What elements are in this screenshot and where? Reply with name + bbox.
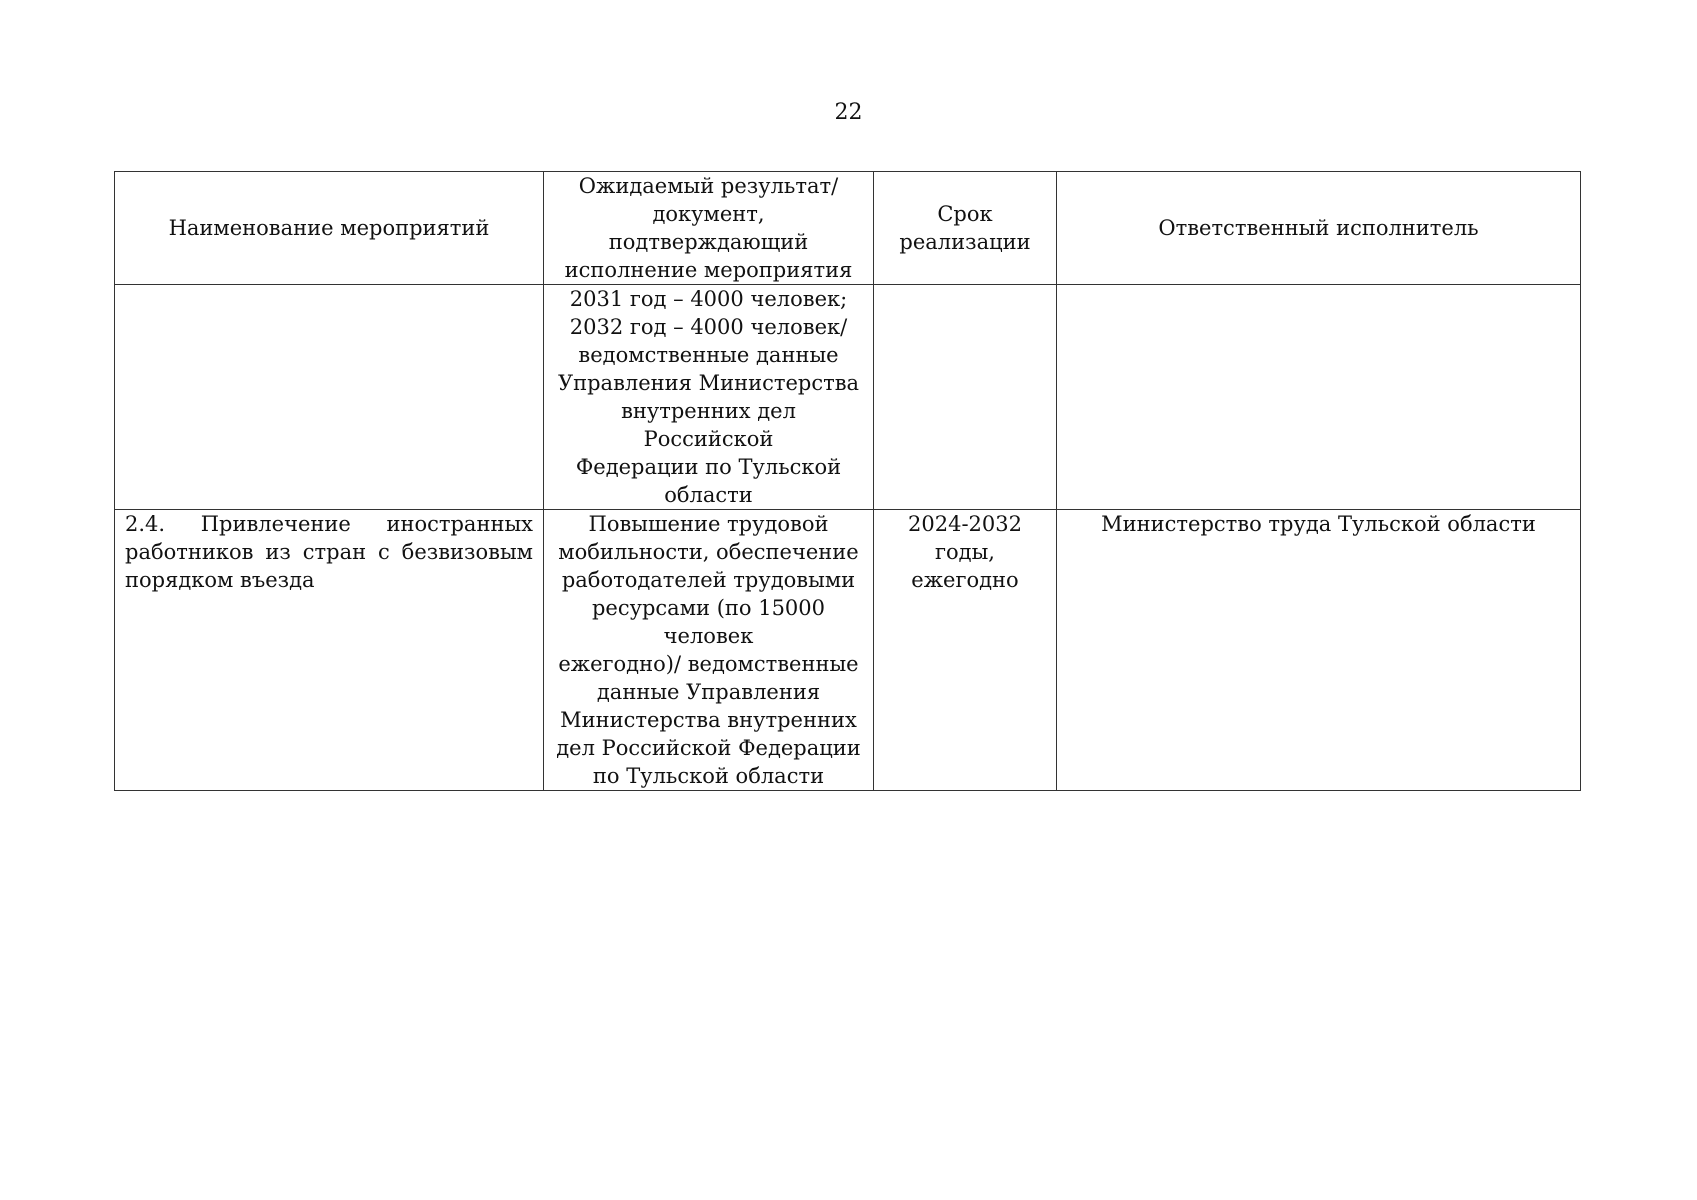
- result-line: Федерации по Тульской: [575, 455, 842, 479]
- term-line: ежегодно: [911, 568, 1019, 592]
- cell-expected-result: [544, 510, 874, 791]
- cell-term: [874, 285, 1057, 510]
- cell-term: [874, 510, 1057, 791]
- header-term: [874, 172, 1057, 285]
- term-line: годы,: [935, 540, 995, 564]
- table-row: [115, 285, 1581, 510]
- result-line: 2032 год – 4000 человек/: [569, 315, 848, 339]
- header-expected-result-line: документ, подтверждающий: [608, 202, 809, 254]
- result-line: работодателей трудовыми: [561, 568, 856, 592]
- result-line: Повышение трудовой: [588, 512, 829, 536]
- cell-expected-result: [544, 285, 874, 510]
- header-term-line: реализации: [899, 230, 1031, 254]
- result-line: области: [664, 483, 753, 507]
- result-line: ведомственные данные: [578, 343, 839, 367]
- result-line: ресурсами (по 15000 человек: [591, 596, 826, 648]
- table-header-row: [115, 172, 1581, 285]
- cell-executor: Министерство труда Тульской области: [1057, 510, 1581, 791]
- result-line: Управления Министерства: [557, 371, 860, 395]
- cell-executor: [1057, 285, 1581, 510]
- header-responsible-executor: Ответственный исполнитель: [1057, 172, 1581, 285]
- header-expected-result-line: исполнение мероприятия: [564, 258, 853, 282]
- page-number: 22: [834, 100, 863, 125]
- header-expected-result-line: Ожидаемый результат/: [578, 174, 839, 198]
- result-line: внутренних дел Российской: [621, 399, 796, 451]
- cell-measure-name: 2.4. Привлечение иностранных работников из стран с безвизовым порядком въезда: [115, 510, 544, 791]
- header-expected-result: [544, 172, 874, 285]
- result-line: ежегодно)/ ведомственные: [558, 652, 859, 676]
- table-row: [115, 510, 1581, 791]
- measures-table: [114, 171, 1581, 791]
- result-line: Министерства внутренних: [560, 708, 857, 732]
- result-line: данные Управления: [596, 680, 821, 704]
- header-term-line: Срок: [937, 202, 993, 226]
- result-line: по Тульской области: [592, 764, 825, 788]
- result-line: дел Российской Федерации: [556, 736, 861, 760]
- header-measures-name: Наименование мероприятий: [115, 172, 544, 285]
- cell-measure-name: [115, 285, 544, 510]
- result-line: 2031 год – 4000 человек;: [569, 287, 848, 311]
- term-line: 2024-2032: [908, 512, 1022, 536]
- result-line: мобильности, обеспечение: [558, 540, 859, 564]
